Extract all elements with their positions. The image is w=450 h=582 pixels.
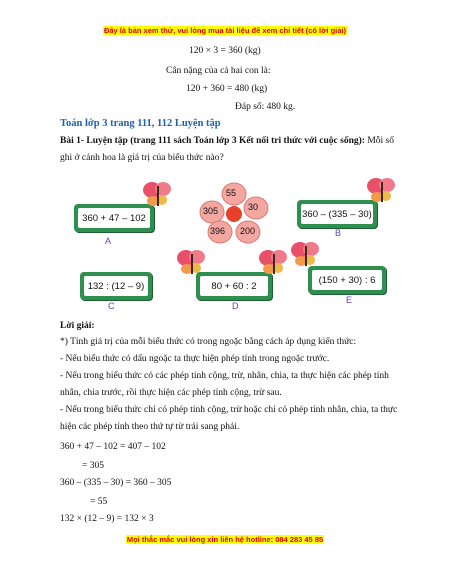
prev-calc-line: 120 + 360 = 480 (kg) [186,84,268,94]
card-label-c: C [108,301,115,311]
exercise-title: Bài 1- Luyện tập (trang 111 sách Toán lớp 3 Kết nối tri thức với cuộc sống): [60,136,365,146]
solution-heading: Lời giải: [60,321,95,331]
expression-card-e [308,266,386,294]
preview-banner [0,26,450,35]
expression-text: (150 + 30) : 6 [312,270,382,290]
expression-text: 360 – (335 – 30) [301,204,373,224]
solution-calc-line: 132 × (12 – 9) = 132 × 3 [60,514,154,524]
butterfly-icon [366,176,398,206]
solution-calc-result: = 305 [82,461,104,471]
hotline-banner [0,535,450,544]
section-heading: Toán lớp 3 trang 111, 112 Luyện tập [60,118,221,129]
card-label-d: D [232,301,239,311]
hotline-banner-text: Mọi thắc mắc vui lòng xin liên hệ hotline: 084 283 45 85 [126,535,324,544]
expression-text: 132 : (12 – 9) [84,276,148,296]
prev-calc-line: 120 × 3 = 360 (kg) [189,46,261,56]
solution-intro: *) Tính giá trị của mỗi biểu thức có trong ngoặc bằng cách áp dụng kiến thức: [60,337,357,347]
butterfly-icon [290,240,322,270]
solution-rule: - Nếu trong biểu thức có các phép tính cộng, trừ, nhân, chia, ta thực hiện các phép tính nhân, chia trước, rồi thực hiện các phép tính cộng, trừ sau. [60,371,389,398]
petal-value: 305 [203,206,219,216]
solution-rule: - Nếu biểu thức có dấu ngoặc ta thực hiện phép tính trong ngoặc trước. [60,354,330,364]
expression-card-b [297,200,377,228]
card-label-b: B [335,228,342,238]
exercise-paragraph [60,133,405,167]
butterfly-icon [142,180,174,210]
expression-card-c [80,272,152,300]
exercise-question: Mỗi số ghi ở cánh hoa là giá trị của biểu thức nào? [60,136,394,163]
card-label-e: E [346,295,353,305]
solution-calc-result: = 55 [90,497,108,507]
prev-text-line: Cân nặng của cả hai con là: [166,66,271,76]
butterfly-icon [258,248,290,278]
petal-value: 200 [240,226,256,236]
card-label-a: A [105,236,112,246]
solution-calc-line: 360 – (335 – 30) = 360 – 305 [60,478,172,488]
petal-value: 55 [226,188,237,198]
expression-text: 80 + 60 : 2 [200,276,268,296]
expression-text: 360 + 47 – 102 [78,208,150,228]
solution-rule: - Nếu trong biểu thức chỉ có phép tính cộng, trừ hoặc chỉ có phép tính nhân, chia, ta thực hiện các phép tính theo thứ tự từ trái sang phải. [60,405,398,432]
preview-banner-text: Đây là bản xem thử, vui lòng mua tài liệu để xem chi tiết (có lời giải) [103,26,347,35]
solution-calc-line: 360 + 47 – 102 = 407 – 102 [60,442,166,452]
petal-value: 396 [210,226,226,236]
prev-answer-line: Đáp số: 480 kg. [235,102,296,112]
petal-value: 30 [248,202,259,212]
